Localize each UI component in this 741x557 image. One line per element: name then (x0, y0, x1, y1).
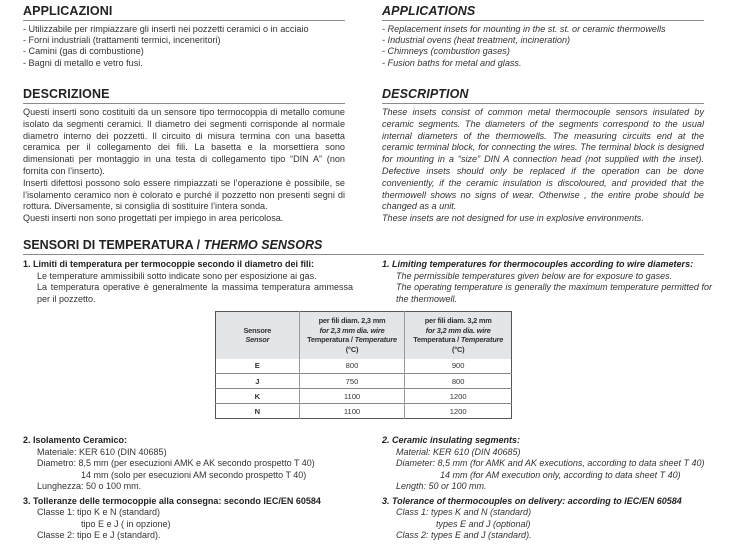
list-item: - Camini (gas di combustione) (23, 46, 144, 57)
cell-sensor: E (216, 359, 300, 374)
cell-d32: 1200 (405, 389, 512, 404)
cell-d23: 1100 (299, 404, 405, 419)
ceramic-en-length: Length: 50 or 100 mm. (396, 481, 487, 491)
limits-en-line1: The permissible temperatures given below are for exposure to gases. (396, 270, 673, 281)
header-sensor (216, 312, 300, 359)
ceramic-it-material: Materiale: KER 610 (DIN 40685) (37, 446, 167, 457)
table-row (216, 374, 512, 389)
temperature-limits-table (215, 311, 512, 419)
cell-sensor: N (216, 404, 300, 419)
paragraph: These insets consist of common metal thermocouple sensors insulated by ceramic segments. The diameters of the segments correspond to the usual internal diameters of the thermowells. The measuring circuits end at the ceramic terminal block, for connecting the wires. The terminal block is designed for mounting in a “size” DIN A connection head (not supplied with the inset). Defective insets should only be replaced if the operation can be done conveniently, if the ceramic insulation is discoloured, and provided that the thermowell shows no signs of wear. Otherwise , the entire probe should be changed as a unit. (382, 107, 704, 212)
tolerance-it-class1a: Classe 1: tipo K e N (standard) (37, 507, 161, 517)
ceramic-en-material: Material: KER 610 (DIN 40685) (396, 446, 521, 457)
limits-it-heading: 1. Limiti di temperatura per termocoppie secondo il diametro dei fili: (23, 259, 315, 269)
sensors-title-it: SENSORI DI TEMPERATURA / (23, 238, 204, 252)
header-diam-23-it: per fili diam. 2,3 mm (318, 316, 386, 326)
unit-en: Temperature (460, 335, 504, 345)
paragraph: Questi inserti sono costituiti da un sensore tipo termocoppia di metallo comune isolato da segmenti ceramici. Il diametro dei segmenti corrisponde al normale diametro interno dei pozzetti. Il circuito di misura termina con una basetta ceramica per il collegamento dei fili. La basetta e la morsettiera sono dimensionati per montaggio in una testa di collegamento tipo “DIN A” (non fornita con l’inserto). (23, 107, 345, 176)
paragraph: Inserti difettosi possono solo essere rimpiazzati se l’operazione è possibile, se l’isolamento ceramico non è colorato e purché il pozzetto non presenti segni di rottura. Diversamente, si consiglia di sostituire l’intera sonda. (23, 177, 345, 212)
tolerance-en-class1a: Class 1: types K and N (standard) (396, 507, 532, 517)
table-row (216, 404, 512, 419)
paragraph: Questi inserti non sono progettati per impiego in area pericolosa. (23, 213, 284, 224)
applications-it-section (23, 4, 345, 69)
ceramic-it-diameter2: 14 mm (solo per esecuzioni AM secondo prospetto T 40) (81, 469, 307, 480)
table-row (216, 359, 512, 374)
unit-symbol: (°C) (451, 344, 465, 354)
cell-d32: 1200 (405, 404, 512, 419)
table-header-row (216, 312, 512, 359)
tolerance-it-class1b: tipo E e J ( in opzione) (81, 518, 171, 529)
ceramic-it-diameter1: Diametro: 8,5 mm (per esecuzioni AMK e AK secondo prospetto T 40) (37, 458, 315, 468)
unit-it: Temperatura / (307, 335, 355, 345)
ceramic-en-diameter1: Diameter: 8,5 mm (for AMK and AK executions, according to data sheet T 40) (396, 458, 705, 468)
description-it-body (23, 107, 345, 225)
limits-it-line2: La temperatura operative è generalmente la massima temperatura ammessa per il pozzetto. (37, 282, 353, 304)
ceramic-it-length: Lunghezza: 50 o 100 mm. (37, 481, 142, 491)
description-it-title: DESCRIZIONE (23, 87, 345, 104)
ceramic-it (23, 435, 368, 542)
list-item: - Replacement insets for mounting in the st. st. or ceramic thermowells (382, 24, 666, 34)
cell-sensor: K (216, 389, 300, 404)
applications-en-list (382, 24, 704, 69)
tolerance-it-class2: Classe 2: tipo E e J (standard). (37, 530, 161, 540)
tolerance-it-heading: 3. Tolleranze delle termocoppie alla consegna: secondo IEC/EN 60584 (23, 495, 321, 506)
ceramic-en (382, 435, 737, 542)
description-en-section (382, 87, 704, 225)
cell-d23: 800 (299, 359, 405, 374)
list-item: - Fusion baths for metal and glass. (382, 57, 522, 68)
list-item: - Chimneys (combustion gases) (382, 46, 510, 57)
unit-symbol: (°C) (345, 344, 359, 354)
limits-en (382, 259, 712, 305)
header-diam-32-en: for 3,2 mm dia. wire (425, 325, 491, 335)
limits-it (23, 259, 353, 305)
sensors-title-en: THERMO SENSORS (203, 238, 323, 252)
cell-d23: 750 (299, 374, 405, 389)
limits-it-line1: Le temperature ammissibili sotto indicate sono per esposizione ai gas. (37, 270, 317, 281)
header-diam-32-it: per fili diam. 3,2 mm (424, 316, 492, 326)
applications-en-title: APPLICATIONS (382, 4, 704, 21)
limits-en-line2: The operating temperature is generally the maximum temperature permitted for the thermowell. (396, 282, 712, 304)
applications-en-section (382, 4, 704, 69)
header-sensor-it: Sensore (243, 325, 272, 335)
header-diam-32 (405, 312, 512, 359)
list-item: - Forni industriali (trattamenti termici, inceneritori) (23, 35, 221, 46)
cell-sensor: J (216, 374, 300, 389)
table-row (216, 389, 512, 404)
header-diam-23 (299, 312, 405, 359)
unit-it: Temperatura / (413, 335, 461, 345)
header-diam-23-unit (301, 335, 404, 354)
ceramic-en-diameter2: 14 mm (for AM execution only, according to data sheet T 40) (440, 469, 681, 480)
applications-it-title: APPLICAZIONI (23, 4, 345, 21)
cell-d32: 800 (405, 374, 512, 389)
description-en-body (382, 107, 704, 225)
paragraph: These insets are not designed for use in explosive environments. (382, 213, 644, 224)
header-diam-23-en: for 2,3 mm dia. wire (319, 325, 385, 335)
cell-d32: 900 (451, 361, 465, 371)
description-en-title: DESCRIPTION (382, 87, 704, 104)
header-diam-32-unit (406, 335, 510, 354)
applications-it-list (23, 24, 345, 69)
ceramic-it-heading: 2. Isolamento Ceramico: (23, 435, 128, 445)
tolerance-en-class2: Class 2: types E and J (standard). (396, 530, 532, 540)
tolerance-en-heading: 3. Tolerance of thermocouples on delivery: according to IEC/EN 60584 (382, 495, 682, 506)
list-item: - Utilizzabile per rimpiazzare gli inserti nei pozzetti ceramici o in acciaio (23, 24, 309, 34)
ceramic-en-heading: 2. Ceramic insulating segments: (382, 435, 521, 445)
tolerance-en-class1b: types E and J (optional) (436, 518, 531, 529)
limits-en-heading: 1. Limiting temperatures for thermocouples according to wire diameters: (382, 259, 694, 269)
unit-en: Temperature (354, 335, 397, 345)
list-item: - Bagni di metallo e vetro fusi. (23, 57, 143, 68)
description-it-section (23, 87, 345, 225)
list-item: - Industrial ovens (heat treatment, incineration) (382, 35, 571, 46)
cell-d23: 1100 (299, 389, 405, 404)
sensors-section-title (23, 238, 704, 255)
header-sensor-en: Sensor (245, 335, 270, 345)
